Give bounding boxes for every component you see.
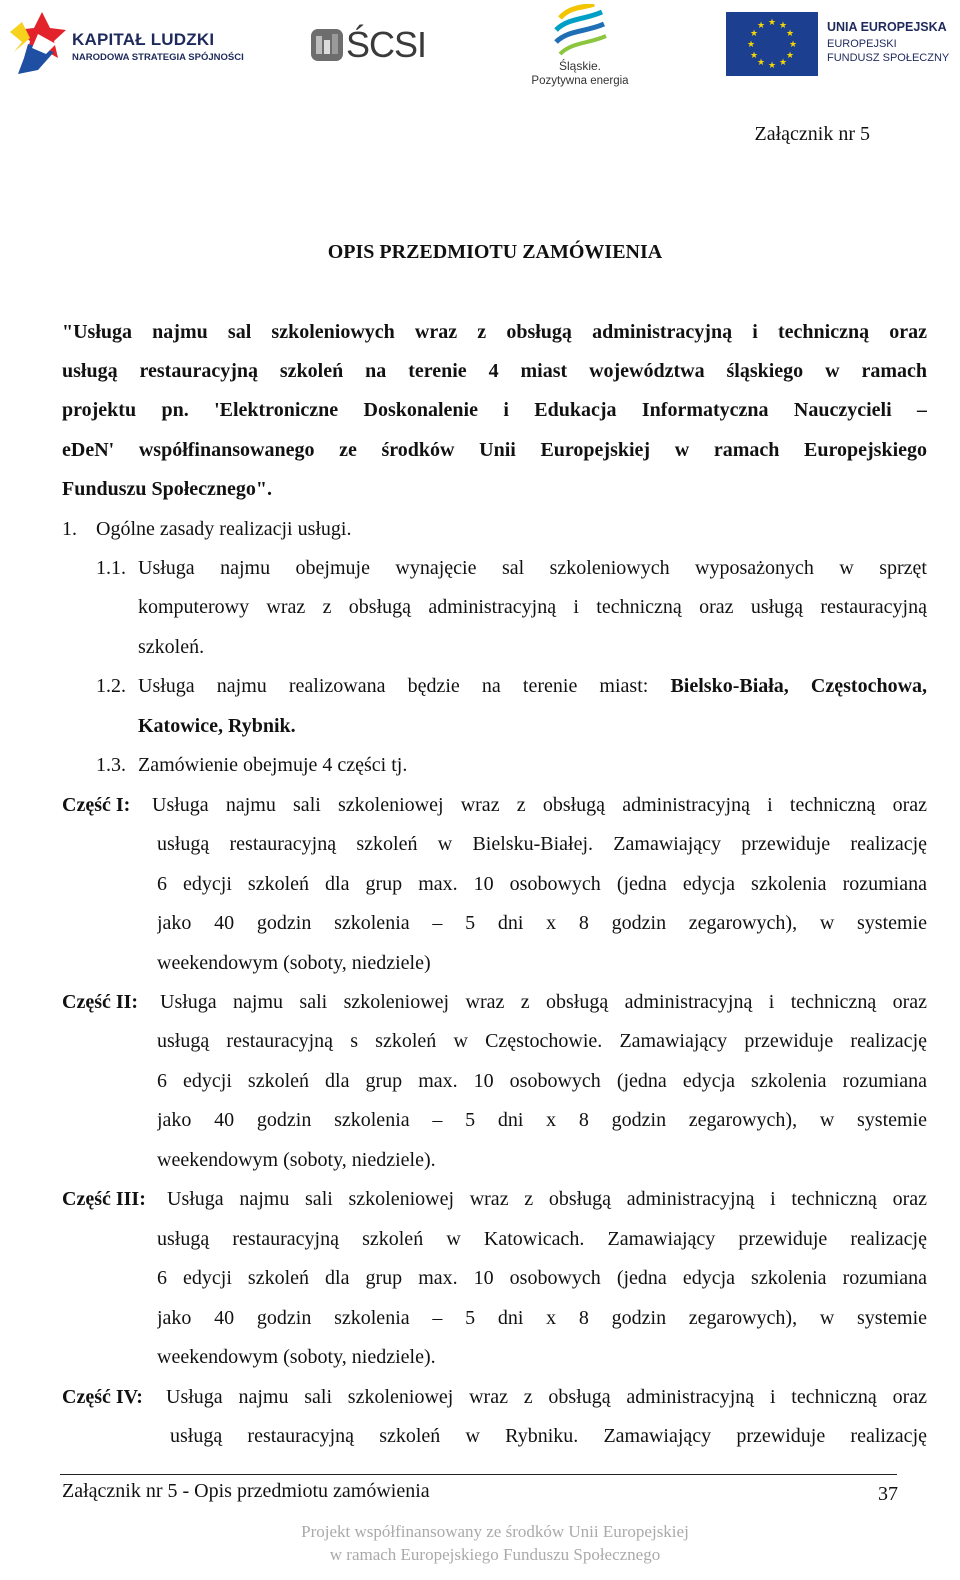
paragraph-line-mixed [138,674,927,698]
footer-text: Załącznik nr 5 - Opis przedmiotu zamówienia [62,1480,430,1502]
part-line: weekendowym (soboty, niedziele). [157,1346,436,1368]
logo-slaskie [520,2,640,96]
part-line: jako 40 godzin szkolenia – 5 dni x 8 godzin zegarowych), w systemie [157,1109,927,1131]
part-line: jako 40 godzin szkolenia – 5 dni x 8 godzin zegarowych), w systemie [157,1307,927,1329]
part-line: Usługa najmu sali szkoleniowej wraz z obsługą administracyjną i techniczną oraz [160,991,927,1013]
part-line: 6 edycji szkoleń dla grup max. 10 osobowych (jedna edycja szkolenia rozumiana [157,873,927,895]
footer-note: Projekt współfinansowany ze środków Unii Europejskiej [301,1522,689,1541]
paragraph-number: 1.3. [96,754,126,776]
part-line: usługą restauracyjną szkoleń w Katowicach. Zamawiający przewiduje realizację [157,1228,927,1250]
ue-line2: EUROPEJSKI [827,38,897,50]
part-line: Usługa najmu sali szkoleniowej wraz z obsługą administracyjną i techniczną oraz [152,794,927,816]
ue-line3: FUNDUSZ SPOŁECZNY [827,52,950,64]
logo-scsi [310,24,450,68]
part-label: Część III: [62,1188,146,1210]
svg-text:★: ★ [767,61,777,71]
svg-text:★: ★ [785,51,795,61]
paragraph-line: Zamówienie obejmuje 4 części tj. [138,754,408,776]
ue-line1: UNIA EUROPEJSKA [827,20,947,34]
svg-text:★: ★ [749,29,759,39]
svg-text:★: ★ [746,40,756,50]
intro-line: projektu pn. 'Elektroniczne Doskonalenie i Edukacja Informatyczna Nauczycieli – [62,399,927,421]
part-label: Część II: [62,991,139,1013]
intro-line: "Usługa najmu sal szkoleniowych wraz z obsługą administracyjną i techniczną oraz [62,321,927,343]
intro-line: Funduszu Społecznego". [62,478,273,500]
scsi-name: ŚCSI [346,24,427,65]
footer-divider [60,1474,897,1475]
part-line: Usługa najmu sali szkoleniowej wraz z obsługą administracyjną i techniczną oraz [167,1188,927,1210]
paragraph-line: szkoleń. [138,636,205,658]
part-line: Usługa najmu sali szkoleniowej wraz z obsługą administracyjną i techniczną oraz [166,1386,927,1408]
logo-ue [726,12,958,78]
paragraph-line: Usługa najmu obejmuje wynajęcie sal szkoleniowych wyposażonych w sprzęt [138,557,927,579]
part-line: 6 edycji szkoleń dla grup max. 10 osobowych (jedna edycja szkolenia rozumiana [157,1070,927,1092]
paragraph-number: 1.1. [96,557,126,579]
part-line: weekendowym (soboty, niedziele) [157,952,431,974]
intro-line: eDeN' współfinansowanego ze środków Unii Europejskiej w ramach Europejskiego [62,439,927,461]
svg-text:★: ★ [785,29,795,39]
kapital-ludzki-name: KAPITAŁ LUDZKI [72,30,215,49]
footer-note: w ramach Europejskiego Funduszu Społecznego [329,1545,661,1564]
part-line: 6 edycji szkoleń dla grup max. 10 osobowych (jedna edycja szkolenia rozumiana [157,1267,927,1289]
svg-text:★: ★ [749,51,759,61]
part-line: usługą restauracyjną szkoleń w Bielsku-Białej. Zamawiający przewiduje realizację [157,833,927,855]
svg-text:★: ★ [788,40,798,50]
scsi-emblem-icon [310,28,344,62]
svg-text:★: ★ [778,58,788,68]
logo-kapital-ludzki [8,8,258,80]
attachment-label: Załącznik nr 5 [754,123,870,145]
page-number: 37 [878,1483,898,1505]
part-line: usługą restauracyjną s szkoleń w Częstochowie. Zamawiający przewiduje realizację [157,1030,927,1052]
page-title: OPIS PRZEDMIOTU ZAMÓWIENIA [327,241,663,263]
part-line: jako 40 godzin szkolenia – 5 dni x 8 godzin zegarowych), w systemie [157,912,927,934]
part-label: Część IV: [62,1386,143,1408]
intro-line: usługą restauracyjną szkoleń na terenie 4 miast województwa śląskiego w ramach [62,360,927,382]
section-heading: Ogólne zasady realizacji usługi. [96,518,352,540]
kapital-ludzki-subtitle: NARODOWA STRATEGIA SPÓJNOŚCI [72,52,244,63]
svg-text:★: ★ [767,18,777,28]
section-number: 1. [62,518,77,540]
part-label: Część I: [62,794,131,816]
svg-text:★: ★ [778,21,788,31]
slaskie-name: Śląskie. [558,59,602,73]
city-list: Katowice, Rybnik. [138,715,296,737]
paragraph-line: komputerowy wraz z obsługą administracyjną i techniczną oraz usługą restauracyjną [138,596,927,618]
eu-flag-icon [726,12,818,76]
part-line: weekendowym (soboty, niedziele). [157,1149,436,1171]
svg-text:★: ★ [756,58,766,68]
slaskie-tagline: Pozytywna energia [531,75,629,87]
slaskie-waves-icon [550,4,610,60]
kapital-ludzki-star-icon [8,8,66,78]
paragraph-number: 1.2. [96,675,126,697]
svg-text:★: ★ [756,21,766,31]
paragraph-text: Usługa najmu realizowana będzie na terenie miast: [138,675,649,697]
part-line: usługą restauracyjną szkoleń w Rybniku. Zamawiający przewiduje realizację [170,1425,927,1447]
city-list: Bielsko-Biała, Częstochowa, [670,675,927,697]
